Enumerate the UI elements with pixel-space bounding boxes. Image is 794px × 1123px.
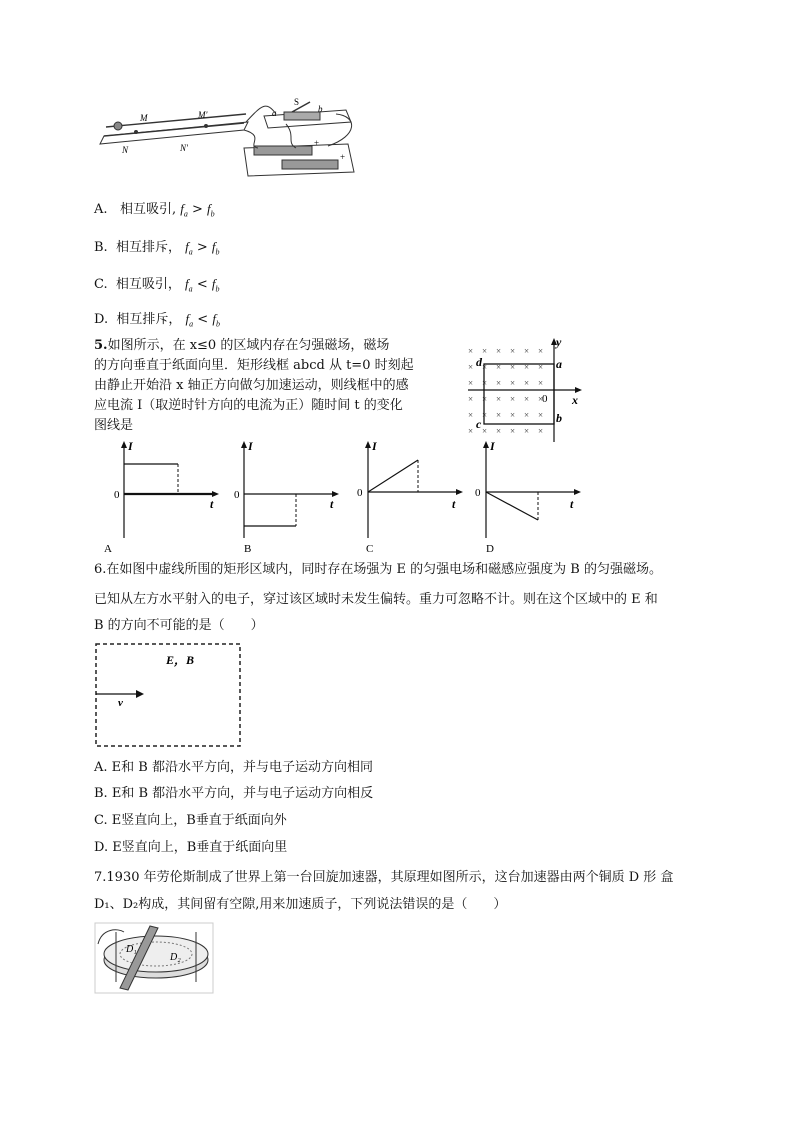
q6-line-3: B 的方向不可能的是（ ）: [94, 618, 264, 633]
option-label: A: [104, 543, 112, 555]
q5-stem: [94, 336, 434, 436]
option-letter: B.: [94, 240, 108, 255]
field-cross: ×: [524, 346, 530, 356]
option-text: 相互吸引，: [115, 277, 181, 292]
field-cross: ×: [538, 346, 544, 356]
cyclotron-figure: [94, 922, 214, 994]
field-cross: ×: [510, 394, 516, 404]
option-letter: D.: [94, 312, 109, 327]
relation-sign: <: [197, 312, 209, 327]
option-label: D: [486, 543, 494, 555]
label-D1: D₁: [126, 944, 137, 955]
option-text: 相互排斥，: [116, 312, 182, 327]
axis-t: t: [330, 497, 334, 511]
option-label: C: [366, 543, 374, 555]
axis-x-label: x: [572, 393, 578, 407]
f-a-symbol: $f_a$: [185, 239, 193, 257]
q5-line-5: 图线是: [94, 418, 134, 433]
q4-option-b: [94, 236, 220, 257]
eb-field-figure: [94, 642, 242, 748]
axis-I: I: [490, 439, 495, 453]
label-D2: D₂: [170, 952, 181, 963]
axis-I: I: [372, 439, 377, 453]
axis-t: t: [452, 497, 456, 511]
field-cross: ×: [468, 394, 474, 404]
field-cross: ×: [482, 346, 488, 356]
q4-option-a: [94, 198, 215, 219]
corner-c: c: [476, 417, 482, 431]
q6-line-1: 6.在如图中虚线所围的矩形区域内，同时存在场强为 E 的匀强电场和磁感应强度为 B 的匀强磁场。: [94, 562, 662, 577]
field-cross: ×: [496, 346, 502, 356]
field-cross: ×: [510, 362, 516, 372]
f-b-symbol: $f_b$: [207, 201, 215, 219]
velocity-label: v: [118, 697, 123, 709]
field-cross: ×: [482, 362, 488, 372]
zero-label: 0: [475, 487, 481, 499]
f-a-symbol: $f_a$: [180, 201, 188, 219]
relation-sign: <: [196, 277, 208, 292]
zero-label: 0: [114, 489, 120, 501]
option-letter: C.: [94, 277, 108, 292]
axis-I: I: [248, 439, 253, 453]
field-cross: ×: [496, 394, 502, 404]
field-cross: ×: [482, 378, 488, 388]
f-b-symbol: $f_b$: [212, 311, 220, 329]
f-b-symbol: $f_b$: [211, 276, 220, 294]
field-cross: ×: [482, 410, 488, 420]
corner-a: a: [556, 357, 562, 371]
origin-label: 0: [542, 393, 548, 405]
field-cross: ×: [510, 410, 516, 420]
eb-label: E，B: [166, 653, 195, 667]
q5-line-2: 的方向垂直于纸面向里．矩形线框 abcd 从 t=0 时刻起: [94, 358, 414, 373]
label-S: S: [294, 97, 300, 107]
label-N: N: [122, 145, 129, 155]
field-cross: ×: [482, 394, 488, 404]
field-cross: ×: [496, 378, 502, 388]
option-label: B: [244, 543, 252, 555]
field-cross: ×: [510, 378, 516, 388]
graph-c: [352, 438, 477, 558]
q7-line-1: 7.1930 年劳伦斯制成了世界上第一台回旋加速器，其原理如图所示，这台加速器由两个铜质 D 形 盒: [94, 870, 674, 885]
field-cross: ×: [468, 362, 474, 372]
q6-line-2: 已知从左方水平射入的电子，穿过该区域时未发生偏转。重力可忽略不计。则在这个区域中的 E 和: [94, 592, 658, 607]
relation-sign: >: [191, 202, 203, 217]
relation-sign: >: [196, 240, 208, 255]
label-b: b: [318, 104, 323, 114]
q5-line-4: 应电流 I（取逆时针方向的电流为正）随时间 t 的变化: [94, 398, 403, 413]
field-cross: ×: [468, 378, 474, 388]
label-M: M: [140, 113, 148, 123]
field-cross: ×: [468, 426, 474, 436]
field-cross: ×: [468, 410, 474, 420]
q7-line-2: D₁、D₂构成，其间留有空隙,用来加速质子，下列说法错误的是（ ）: [94, 897, 507, 912]
q5-number: 5.: [94, 338, 108, 353]
axis-y-label: y: [556, 336, 562, 349]
field-cross: ×: [496, 426, 502, 436]
field-cross: ×: [524, 378, 530, 388]
magnetic-field-figure: [462, 336, 587, 446]
field-cross: ×: [510, 426, 516, 436]
graph-b: [224, 438, 349, 558]
field-cross: ×: [524, 394, 530, 404]
circuit-figure: [96, 96, 361, 181]
corner-d: d: [476, 355, 482, 369]
label-M-prime: M': [198, 110, 208, 120]
f-b-symbol: $f_b$: [211, 239, 220, 257]
field-cross: ×: [538, 394, 544, 404]
field-cross: ×: [524, 410, 530, 420]
q6-option-d: D. E竖直向上，B垂直于纸面向里: [94, 840, 288, 855]
q6-option-c: C. E竖直向上，B垂直于纸面向外: [94, 813, 287, 828]
corner-b: b: [556, 411, 562, 425]
q6-option-a: A. E和 B 都沿水平方向，并与电子运动方向相同: [94, 760, 373, 775]
field-cross: ×: [496, 410, 502, 420]
option-text: 相互排斥，: [115, 240, 181, 255]
label-plus-1: +: [314, 138, 320, 148]
q5-line-1: 如图所示，在 x≤0 的区域内存在匀强磁场，磁场: [107, 338, 390, 353]
field-cross: ×: [510, 346, 516, 356]
label-plus-2: +: [340, 152, 346, 162]
axis-t: t: [210, 497, 214, 511]
zero-label: 0: [357, 487, 363, 499]
field-cross: ×: [538, 362, 544, 372]
graph-a: [100, 438, 225, 558]
field-cross: ×: [538, 378, 544, 388]
field-cross: ×: [496, 362, 502, 372]
q4-option-d: [94, 308, 220, 329]
field-cross: ×: [524, 426, 530, 436]
graph-d: [474, 438, 599, 558]
option-letter: A.: [94, 202, 108, 217]
q4-option-c: [94, 273, 219, 294]
zero-label: 0: [234, 489, 240, 501]
label-N-prime: N': [180, 143, 188, 153]
axis-I: I: [128, 439, 133, 453]
field-cross: ×: [482, 426, 488, 436]
field-cross: ×: [538, 426, 544, 436]
f-a-symbol: $f_a$: [185, 276, 193, 294]
field-cross: ×: [538, 410, 544, 420]
field-cross: ×: [468, 346, 474, 356]
option-text: 相互吸引,: [119, 202, 177, 217]
f-a-symbol: $f_a$: [185, 311, 194, 329]
q5-line-3: 由静止开始沿 x 轴正方向做匀加速运动，则线框中的感: [94, 378, 409, 393]
axis-t: t: [570, 497, 574, 511]
label-a: a: [272, 108, 277, 118]
field-cross: ×: [524, 362, 530, 372]
q6-option-b: B. E和 B 都沿水平方向，并与电子运动方向相反: [94, 786, 374, 801]
